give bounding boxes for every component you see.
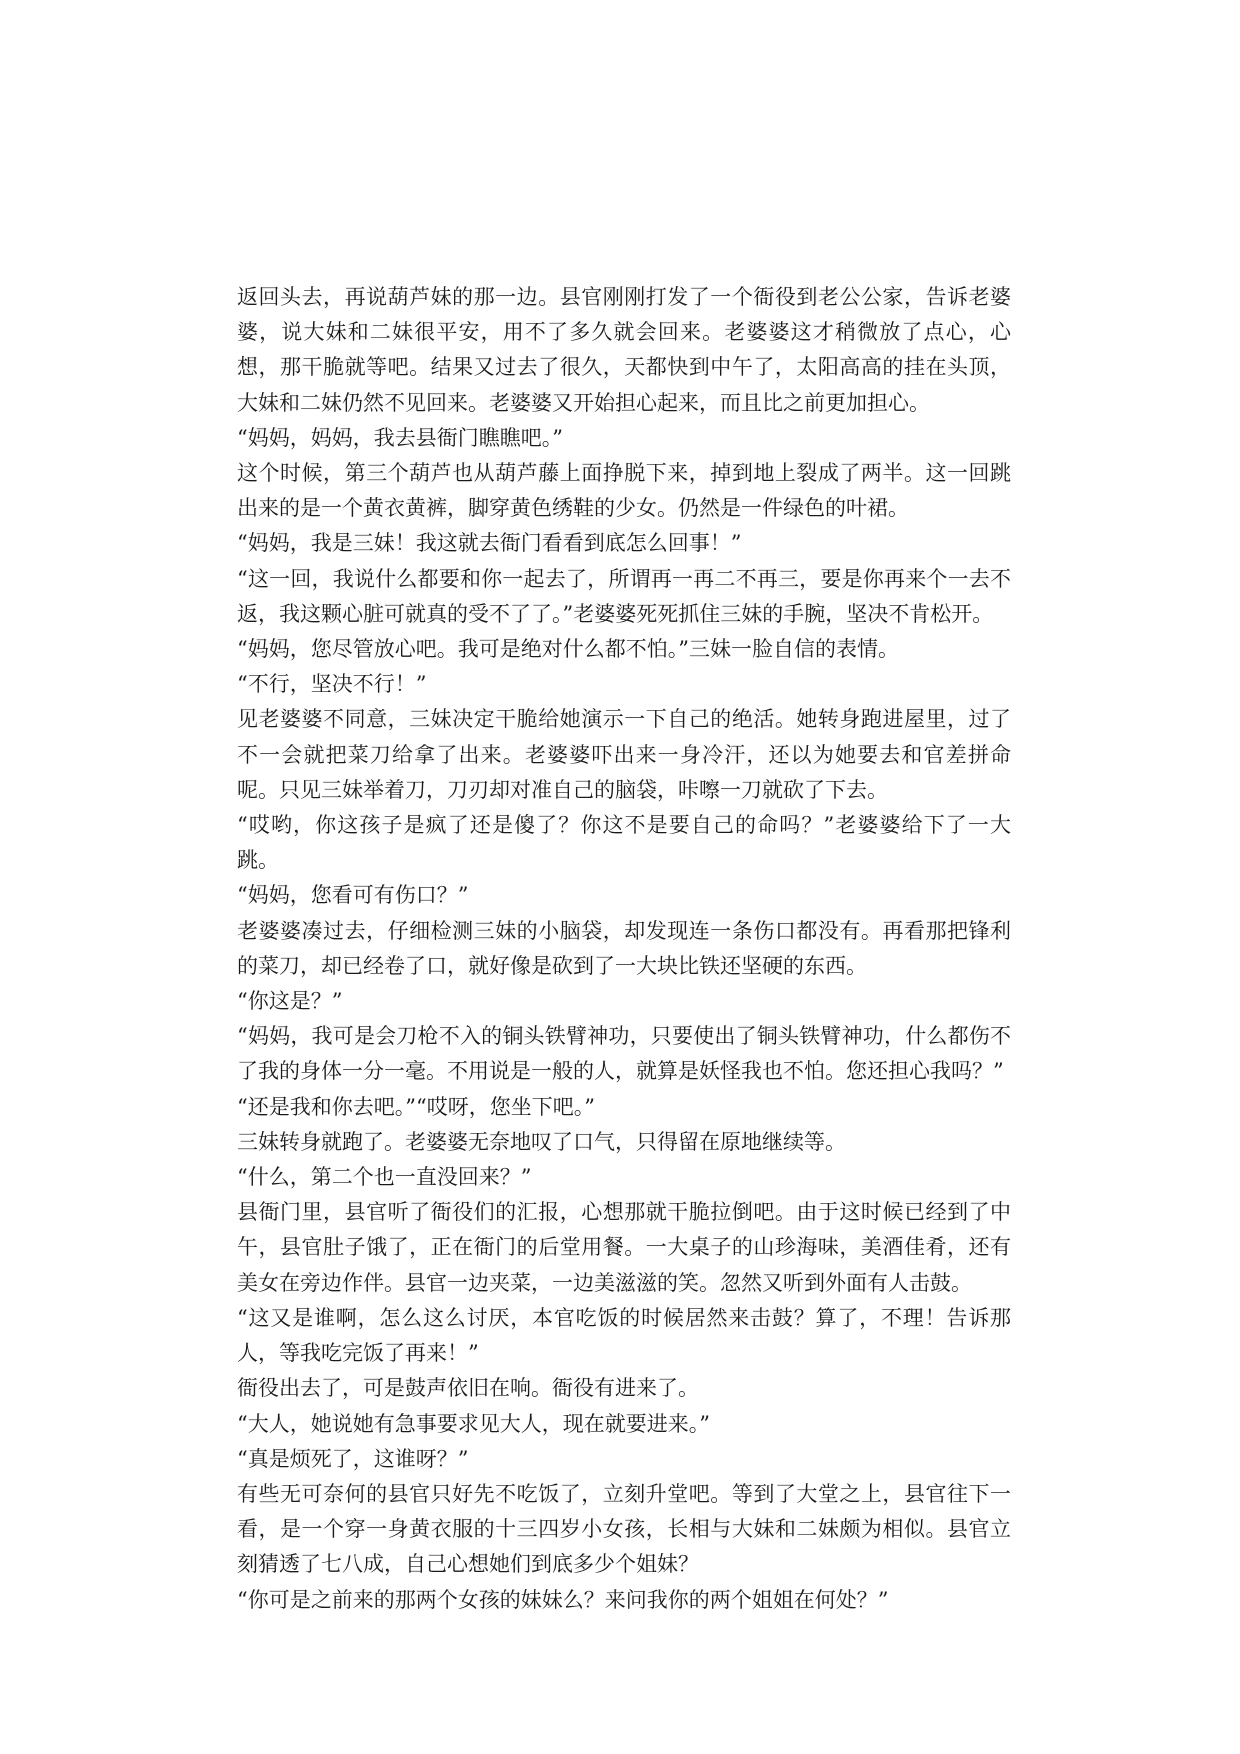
- paragraph: “哎哟，你这孩子是疯了还是傻了？你这不是要自己的命吗？”老婆婆给下了一大跳。: [237, 813, 1011, 873]
- paragraph: “这又是谁啊，怎么这么讨厌，本官吃饭的时候居然来击鼓？算了，不理！告诉那人，等我吃完饭了再来！”: [237, 1305, 1011, 1366]
- paragraph: “大人，她说她有急事要求见大人，现在就要进来。”: [237, 1411, 710, 1436]
- paragraph: “你可是之前来的那两个女孩的妹妹么？来问我你的两个姐姐在何处？”: [237, 1587, 889, 1612]
- paragraph: “什么，第二个也一直没回来？”: [237, 1165, 532, 1190]
- paragraph: “真是烦死了，这谁呀？”: [237, 1446, 469, 1471]
- paragraph: 有些无可奈何的县官只好先不吃饭了，立刻升堂吧。等到了大堂之上，县官往下一看，是一个穿一身黄衣服的十三四岁小女孩，长相与大妹和二妹颇为相似。县官立刻猜透了七八成，自己心想她们到底多少个姐妹？: [237, 1481, 1011, 1577]
- paragraph: “妈妈，我可是会刀枪不入的铜头铁臂神功，只要使出了铜头铁臂神功，什么都伤不了我的身体一分一毫。不用说是一般的人，就算是妖怪我也不怕。您还担心我吗？”: [237, 1024, 1011, 1084]
- paragraph: 见老婆婆不同意，三妹决定干脆给她演示一下自己的绝活。她转身跑进屋里，过了不一会就把菜刀给拿了出来。老婆婆吓出来一身冷汗，还以为她要去和官差拼命呢。只见三妹举着刀，刀刃却对准自己的脑袋，咔嚓一刀就砍了下去。: [237, 707, 1011, 802]
- paragraph: “妈妈，妈妈，我去县衙门瞧瞧吧。”: [237, 425, 563, 450]
- paragraph: “你这是？”: [237, 989, 343, 1014]
- paragraph: “还是我和你去吧。”“哎呀，您坐下吧。”: [237, 1094, 595, 1119]
- paragraph: 老婆婆凑过去，仔细检测三妹的小脑袋，却发现连一条伤口都没有。再看那把锋利的菜刀，却已经卷了口，就好像是砍到了一大块比铁还坚硬的东西。: [237, 918, 1011, 978]
- paragraph: 这个时候，第三个葫芦也从葫芦藤上面挣脱下来，掉到地上裂成了两半。这一回跳出来的是一个黄衣黄裤，脚穿黄色绣鞋的少女。仍然是一件绿色的叶裙。: [237, 461, 1011, 521]
- paragraph: 县衙门里，县官听了衙役们的汇报，心想那就干脆拉倒吧。由于这时候已经到了中午，县官肚子饿了，正在衙门的后堂用餐。一大桌子的山珍海味，美酒佳肴，还有美女在旁边作伴。县官一边夹菜，一边美滋滋的笑。忽然又听到外面有人击鼓。: [237, 1200, 1011, 1295]
- paragraph: 返回头去，再说葫芦妹的那一边。县官刚刚打发了一个衙役到老公公家，告诉老婆婆，说大妹和二妹很平安，用不了多久就会回来。老婆婆这才稍微放了点心，心想，那干脆就等吧。结果又过去了很久，天都快到中午了，太阳高高的挂在头顶，大妹和二妹仍然不见回来。老婆婆又开始担心起来，而且比之前更加担心。: [237, 285, 1011, 415]
- paragraph: 衙役出去了，可是鼓声依旧在响。衙役有进来了。: [237, 1376, 699, 1401]
- paragraph: “妈妈，您尽管放心吧。我可是绝对什么都不怕。”三妹一脸自信的表情。: [237, 637, 899, 662]
- paragraph: “不行，坚决不行！”: [237, 672, 427, 697]
- paragraph: 三妹转身就跑了。老婆婆无奈地叹了口气，只得留在原地继续等。: [237, 1129, 846, 1154]
- body-text: [237, 280, 1011, 1618]
- paragraph: “妈妈，您看可有伤口？”: [237, 883, 469, 908]
- paragraph: “妈妈，我是三妹！我这就去衙门看看到底怎么回事！”: [237, 531, 742, 556]
- paragraph: “这一回，我说什么都要和你一起去了，所谓再一再二不再三，要是你再来个一去不返，我这颗心脏可就真的受不了了。”老婆婆死死抓住三妹的手腕，坚决不肯松开。: [237, 566, 1011, 626]
